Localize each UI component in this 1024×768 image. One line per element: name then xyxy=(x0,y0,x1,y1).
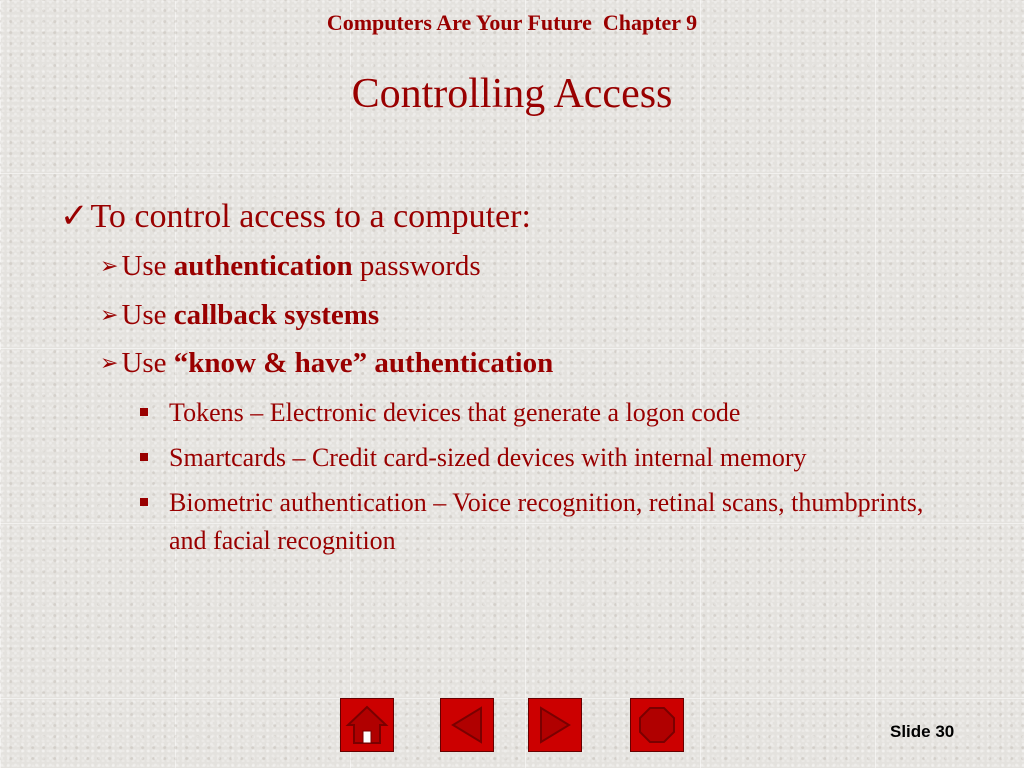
checkmark-icon: ✓ xyxy=(60,198,89,235)
home-icon xyxy=(341,699,393,751)
main-bullet xyxy=(60,196,531,236)
slide-number: Slide 30 xyxy=(890,722,955,741)
main-bullet-text: To control access to a computer: xyxy=(90,198,531,235)
square-bullet-icon xyxy=(140,408,148,416)
previous-arrow-icon xyxy=(441,699,493,751)
slide-title: Controlling Access xyxy=(351,71,673,117)
sub-bullet-know-have: ➢ Use “know & have” authentication xyxy=(100,347,554,379)
sub-bullet-callback: ➢ Use callback systems xyxy=(100,299,380,331)
square-bullet-icon xyxy=(140,498,148,506)
end-show-icon xyxy=(631,699,683,751)
list-item-biometric: Biometric authentication – Voice recognition, retinal scans, thumbprints, and facial recognition xyxy=(140,484,940,560)
arrow-bullet-icon: ➢ xyxy=(100,350,119,375)
square-bullet-icon xyxy=(140,453,148,461)
arrow-bullet-icon: ➢ xyxy=(100,302,119,327)
next-slide-button[interactable] xyxy=(528,698,582,752)
home-button[interactable] xyxy=(340,698,394,752)
list-item-tokens: Tokens – Electronic devices that generate a logon code xyxy=(140,394,960,432)
course-header: Computers Are Your Future Chapter 9 xyxy=(326,10,698,35)
arrow-bullet-icon: ➢ xyxy=(100,253,119,278)
next-arrow-icon xyxy=(529,699,581,751)
sub-bullet-authentication: ➢ Use authentication passwords xyxy=(100,250,481,282)
end-show-button[interactable] xyxy=(630,698,684,752)
list-item-smartcards: Smartcards – Credit card-sized devices with internal memory xyxy=(140,439,960,477)
previous-slide-button[interactable] xyxy=(440,698,494,752)
